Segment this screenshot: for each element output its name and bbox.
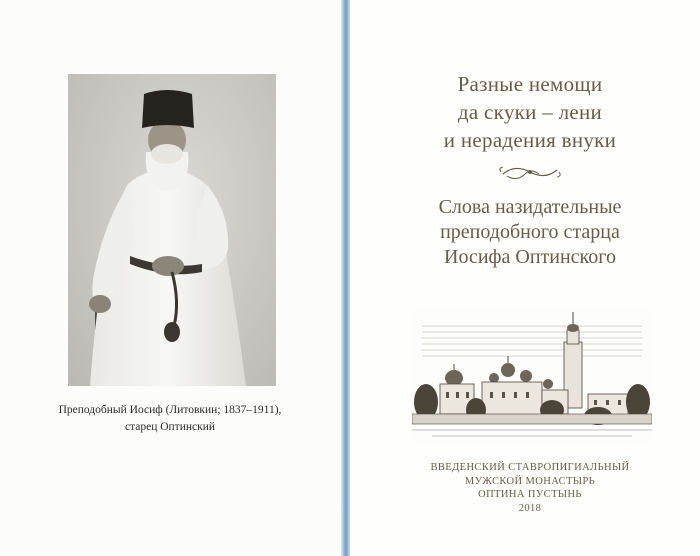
monastery-engraving [412, 306, 652, 444]
book-title [380, 70, 680, 154]
portrait-caption [20, 402, 320, 436]
title-line: Разные немощи [457, 72, 603, 96]
publisher-imprint [400, 461, 660, 515]
publisher-line: МУЖСКОЙ МОНАСТЫРЬ [464, 475, 596, 487]
ornament-flourish-icon [495, 158, 565, 186]
caption-line: Преподобный Иосиф (Литовкин; 1837–1911), [58, 404, 282, 416]
book-subtitle [380, 195, 680, 270]
title-line: и нерадения внуки [443, 128, 617, 152]
publisher-line: ВВЕДЕНСКИЙ СТАВРОПИГИАЛЬНЫЙ [430, 462, 630, 473]
subtitle-line: Иосифа Оптинского [444, 246, 616, 268]
publication-year: 2018 [518, 502, 542, 514]
subtitle-line: преподобного старца [440, 221, 620, 243]
publisher-line: ОПТИНА ПУСТЫНЬ [478, 489, 582, 500]
book-spine [341, 0, 350, 556]
elder-portrait-photo [68, 74, 276, 386]
subtitle-line: Слова назидательные [438, 196, 622, 218]
caption-line: старец Оптинский [124, 421, 216, 433]
title-line: да скуки – лени [457, 100, 603, 124]
